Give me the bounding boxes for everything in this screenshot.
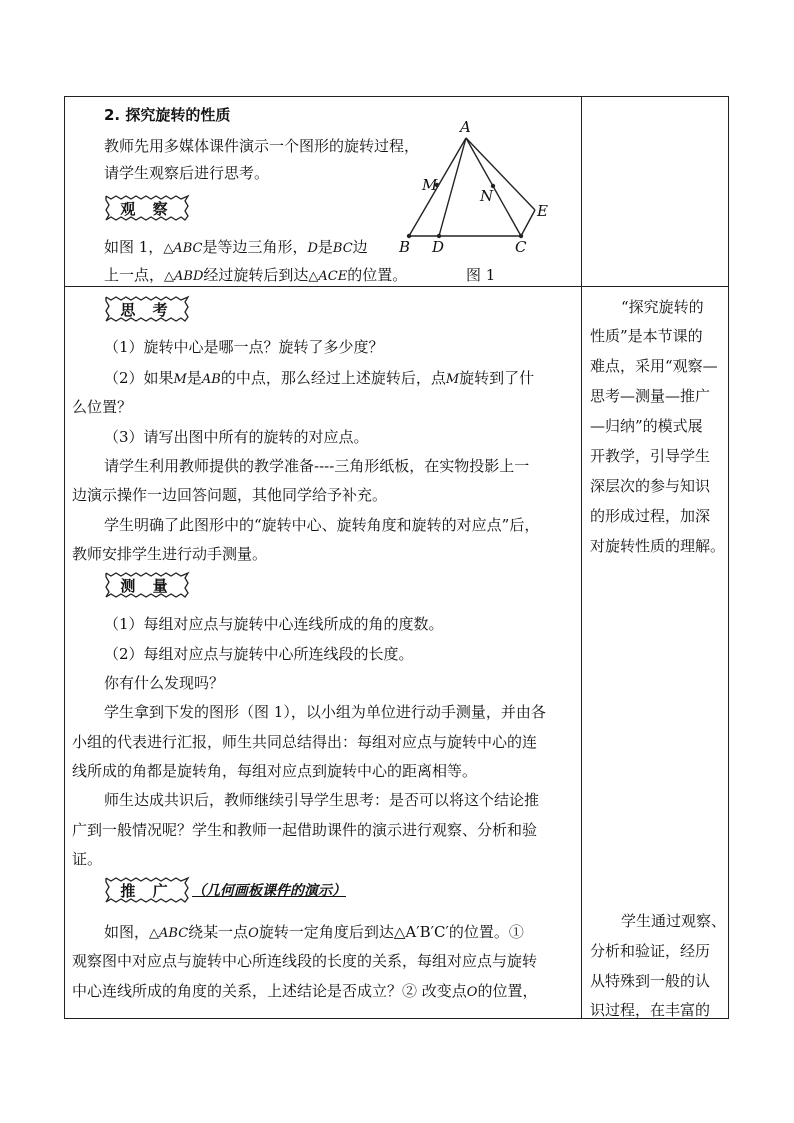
measure-para1-line1: 学生拿到下发的图形（图 1），以小组为单位进行动手测量，并由各 <box>104 703 546 721</box>
measure-para1-line3: 线所成的角都是旋转角，每组对应点到旋转中心的距离相等。 <box>72 762 478 780</box>
measure-badge-label: 测 量 <box>120 576 174 595</box>
measure-para1-line2: 小组的代表进行汇报，师生共同总结得出：每组对应点与旋转中心的连 <box>72 733 538 751</box>
triangle-figure <box>396 112 566 262</box>
think-q2-cont: 么位置？ <box>72 398 133 416</box>
label-m: M <box>422 176 438 194</box>
think-para1-line1: 请学生利用教师提供的教学准备----三角形纸板，在实物投影上一 <box>104 457 530 475</box>
section-title: 2. 探究旋转的性质 <box>104 106 231 124</box>
label-n: N <box>480 187 494 205</box>
generalize-line-2: 观察图中对应点与旋转中心所连线段的长度的关系，每组对应点与旋转 <box>72 952 538 970</box>
measure-item-2: （2）每组对应点与旋转中心所连线段的长度。 <box>104 645 414 663</box>
think-para2-line2: 教师安排学生进行动手测量。 <box>72 545 268 563</box>
measure-para2-line3: 证。 <box>72 850 103 868</box>
think-badge <box>103 294 191 324</box>
generalize-badge-label: 推 广 <box>120 881 174 900</box>
observe-badge-label: 观 察 <box>120 199 174 218</box>
generalize-badge <box>103 875 191 905</box>
measure-para2-line1: 师生达成共识后，教师继续引导学生思考：是否可以将这个结论推 <box>104 791 540 809</box>
label-d: D <box>432 238 445 256</box>
think-q3: （3）请写出图中所有的旋转的对应点。 <box>104 428 369 446</box>
measure-para2-line2: 广到一般情况呢？学生和教师一起借助课件的演示进行观察、分析和验 <box>72 821 538 839</box>
figure-caption: 图 1 <box>466 266 496 284</box>
label-c: C <box>515 238 527 256</box>
generalize-note: （几何画板课件的演示） <box>192 883 346 899</box>
figure-description-line-1: 如图 1，△ABC是等边三角形，D是BC边 <box>104 238 368 256</box>
think-q2: （2）如果M是AB的中点，那么经过上述旋转后，点M旋转到了什 <box>104 369 535 387</box>
think-para1-line2: 边演示操作一边回答问题，其他同学给予补充。 <box>72 486 388 504</box>
label-a: A <box>460 118 471 136</box>
think-para2-line1: 学生明确了此图形中的“旋转中心、旋转角度和旋转的对应点”后， <box>104 516 540 534</box>
intro-line-1: 教师先用多媒体课件演示一个图形的旋转过程， <box>104 137 420 155</box>
label-b: B <box>399 238 411 256</box>
observe-badge <box>103 193 191 223</box>
measure-question: 你有什么发现吗？ <box>104 674 225 692</box>
label-e: E <box>537 202 548 220</box>
figure-description-line-2: 上一点，△ABD经过旋转后到达△ACE的位置。 <box>104 266 408 284</box>
think-q1: （1）旋转中心是哪一点？旋转了多少度？ <box>104 338 384 356</box>
generalize-line-3: 中心连线所成的角度的关系，上述结论是否成立？② 改变点O的位置， <box>72 982 538 1000</box>
think-badge-label: 思 考 <box>120 300 174 319</box>
measure-badge <box>103 570 191 600</box>
column-divider <box>581 96 582 1019</box>
intro-line-2: 请学生观察后进行思考。 <box>104 164 270 182</box>
generalize-line-1: 如图，△ABC绕某一点O旋转一定角度后到达△A′B′C′的位置。① <box>104 923 524 941</box>
measure-item-1: （1）每组对应点与旋转中心连线所成的角的度数。 <box>104 615 444 633</box>
